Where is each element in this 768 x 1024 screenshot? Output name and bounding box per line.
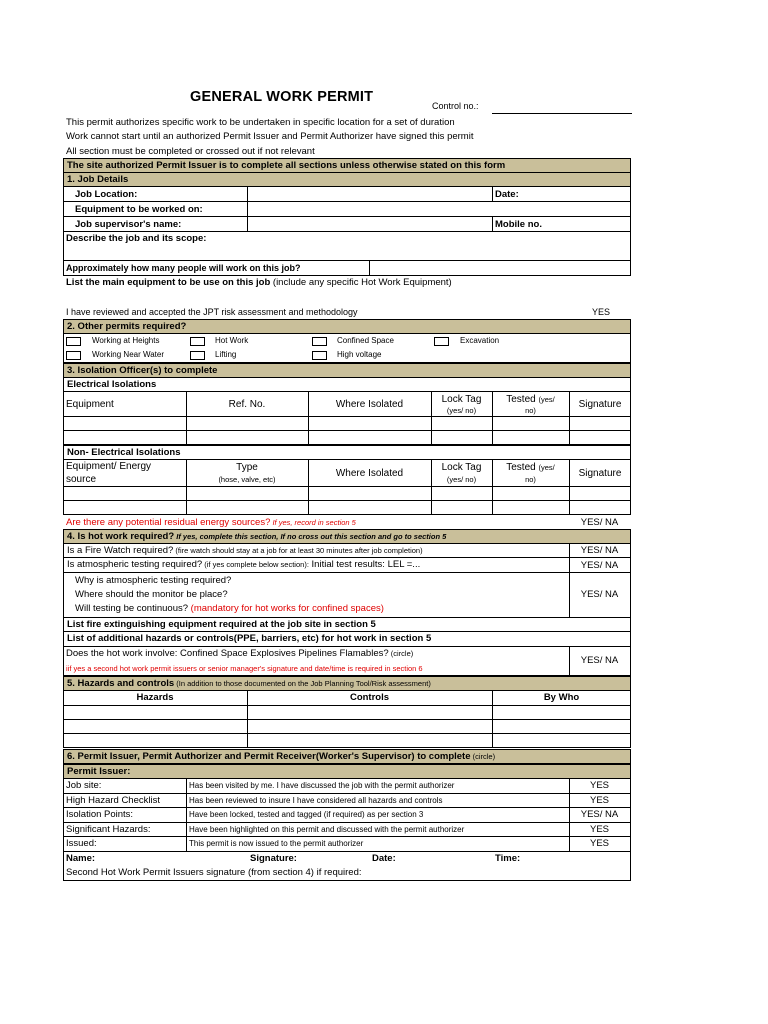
intro-line-1: This permit authorizes specific work to be undertaken in specific location for a set of duration	[66, 117, 455, 128]
job-location-label: Job Location:	[75, 189, 138, 200]
issuer-row-4-label: Significant Hazards:	[66, 824, 151, 835]
elec-header-lock-yn: (yes/ no)	[446, 406, 477, 415]
hot-work-involve: Does the hot work involve: Confined Space Explosives Pipelines Flamables? (circle)	[66, 648, 414, 659]
additional-hazards-row: List of additional hazards or controls(PPE, barriers, etc) for hot work in section 5	[63, 631, 631, 647]
hot-work-label: Hot Work	[215, 336, 249, 345]
site-banner: The site authorized Permit Issuer is to complete all sections unless otherwise stated on this form	[63, 158, 631, 173]
ne-header-tested-no: no)	[525, 475, 536, 484]
section-6-title: 6. Permit Issuer, Permit Authorizer and Permit Receiver(Worker's Supervisor) to complete (circle)	[63, 749, 631, 764]
elec-header-signature: Signature	[578, 399, 622, 410]
confined-space-label: Confined Space	[337, 336, 394, 345]
why-testing: Why is atmospheric testing required?	[75, 575, 232, 586]
people-label: Approximately how many people will work on this job?	[66, 263, 301, 273]
main-equipment-bold: List the main equipment to be use on this job	[66, 277, 271, 288]
ne-header-type: Type	[236, 462, 258, 473]
atmospheric-row: Is atmospheric testing required? (if yes complete below section): Initial test results: LEL =...	[63, 557, 631, 573]
checkbox-high-voltage[interactable]	[312, 351, 327, 360]
checkbox-working-at-heights[interactable]	[66, 337, 81, 346]
mobile-label: Mobile no.	[495, 219, 542, 230]
hot-work-involve-yn[interactable]: YES/ NA	[580, 655, 619, 666]
issuer-row-4-text: Have been highlighted on this permit and discussed with the permit authorizer	[189, 825, 465, 834]
working-at-heights-label: Working at Heights	[92, 336, 160, 345]
fire-watch-yn[interactable]: YES/ NA	[580, 545, 619, 556]
supervisor-label: Job supervisor's name:	[75, 219, 182, 230]
elec-header-tested-no: no)	[525, 406, 536, 415]
issuer-row-1-yn[interactable]: YES	[589, 780, 609, 791]
control-no-field[interactable]	[492, 113, 632, 114]
permit-issuer-label: Permit Issuer:	[63, 764, 631, 779]
checkbox-hot-work[interactable]	[190, 337, 205, 346]
fire-watch-row: Is a Fire Watch required? (fire watch should stay at a job for at least 30 minutes after job completion)	[63, 543, 631, 558]
signature-label: Signature:	[250, 853, 297, 864]
section-4-title: 4. Is hot work required? If yes, complete this section, If no cross out this section and go to section 5	[63, 529, 631, 544]
issuer-row-3-label: Isolation Points:	[66, 809, 134, 820]
date-field-s6[interactable]	[402, 852, 492, 865]
working-near-water-label: Working Near Water	[92, 350, 165, 359]
ne-header-signature: Signature	[578, 468, 622, 479]
hot-work-involve-note: iif yes a second hot work permit issuers or senior manager's signature and date/time is required in section 6	[66, 664, 423, 673]
intro-line-3: All section must be completed or crossed out if not relevant	[66, 146, 315, 157]
ne-header-equipment: Equipment/ Energy	[66, 461, 152, 472]
equipment-field[interactable]	[248, 202, 630, 215]
ne-header-source: source	[66, 474, 97, 485]
ne-header-where: Where Isolated	[335, 468, 404, 479]
atmospheric-yn[interactable]: YES/ NA	[580, 560, 619, 571]
name-label: Name:	[66, 853, 96, 864]
describe-label: Describe the job and its scope:	[66, 233, 207, 244]
issuer-row-4-yn[interactable]: YES	[589, 824, 609, 835]
jpt-statement: I have reviewed and accepted the JPT risk assessment and methodology	[66, 307, 358, 317]
checkbox-excavation[interactable]	[434, 337, 449, 346]
issuer-row-2-yn[interactable]: YES	[589, 795, 609, 806]
issuer-row-2-text: Has been reviewed to insure I have considered all hazards and controls	[189, 796, 443, 805]
monitor-place: Where should the monitor be place?	[75, 589, 228, 600]
high-voltage-label: High voltage	[337, 350, 382, 359]
elec-header-where: Where Isolated	[335, 399, 404, 410]
by-who-header: By Who	[543, 692, 580, 703]
section-3-title: 3. Isolation Officer(s) to complete	[63, 363, 631, 378]
control-no-label: Control no.:	[432, 101, 479, 111]
date-label-s6: Date:	[372, 853, 396, 864]
ne-header-lock: Lock Tag	[441, 462, 482, 473]
name-field[interactable]	[110, 852, 245, 865]
hazards-header: Hazards	[136, 692, 174, 703]
elec-header-equipment: Equipment	[66, 399, 114, 410]
page-title: GENERAL WORK PERMIT	[190, 89, 374, 105]
issuer-row-3-text: Have been locked, tested and tagged (if required) as per section 3	[189, 810, 424, 819]
issuer-row-5-label: Issued:	[66, 838, 97, 849]
signature-field[interactable]	[305, 852, 370, 865]
time-label: Time:	[495, 853, 521, 864]
issuer-row-3-yn[interactable]: YES/ NA	[580, 809, 619, 820]
ne-header-type-sub: (hose, valve, etc)	[218, 475, 276, 484]
issuer-row-5-text: This permit is now issued to the permit authorizer	[189, 839, 364, 848]
issuer-row-5-yn[interactable]: YES	[589, 838, 609, 849]
excavation-label: Excavation	[460, 336, 500, 345]
checkbox-working-near-water[interactable]	[66, 351, 81, 360]
people-field[interactable]	[370, 261, 630, 275]
non-electrical-isolations-label: Non- Electrical Isolations	[63, 445, 631, 460]
checkbox-confined-space[interactable]	[312, 337, 327, 346]
intro-line-2: Work cannot start until an authorized Permit Issuer and Permit Authorizer have signed this permit	[66, 131, 474, 142]
atmospheric-details-yn[interactable]: YES/ NA	[580, 589, 619, 600]
jpt-yes[interactable]: YES	[592, 307, 611, 317]
electrical-isolations-label: Electrical Isolations	[63, 377, 631, 392]
section-5-title: 5. Hazards and controls (In addition to those documented on the Job Planning Tool/Risk assessment)	[63, 676, 631, 691]
job-location-field[interactable]	[248, 187, 491, 200]
date-label: Date:	[495, 189, 519, 200]
issuer-row-2-label: High Hazard Checklist	[66, 795, 160, 806]
section-1-title: 1. Job Details	[63, 172, 631, 187]
lifting-label: Lifting	[215, 350, 237, 359]
elec-header-ref: Ref. No.	[228, 399, 266, 410]
ne-header-tested: Tested (yes/	[506, 462, 555, 473]
section-2-title: 2. Other permits required?	[63, 319, 631, 334]
main-equipment-rest: (include any specific Hot Work Equipment)	[270, 277, 452, 288]
testing-continuous: Will testing be continuous? (mandatory for hot works for confined spaces)	[75, 603, 384, 614]
time-field[interactable]	[527, 852, 627, 865]
issuer-row-1-label: Job site:	[66, 780, 102, 791]
checkbox-lifting[interactable]	[190, 351, 205, 360]
elec-header-lock: Lock Tag	[441, 394, 482, 405]
equipment-label: Equipment to be worked on:	[75, 204, 203, 215]
supervisor-field[interactable]	[248, 217, 491, 230]
controls-header: Controls	[349, 692, 390, 703]
ne-header-lock-yn: (yes/ no)	[446, 475, 477, 484]
second-signature-label: Second Hot Work Permit Issuers signature (from section 4) if required:	[66, 867, 362, 878]
issuer-row-1-text: Has been visited by me. I have discussed the job with the permit authorizer	[189, 781, 455, 790]
main-equipment-label	[66, 277, 452, 288]
elec-header-tested: Tested (yes/	[506, 394, 555, 405]
residual-energy-question: Are there any potential residual energy sources? If yes, record in section 5	[66, 517, 356, 528]
fire-extinguishing-row: List fire extinguishing equipment required at the job site in section 5	[63, 617, 631, 632]
residual-energy-yn[interactable]: YES/ NA	[580, 517, 619, 528]
